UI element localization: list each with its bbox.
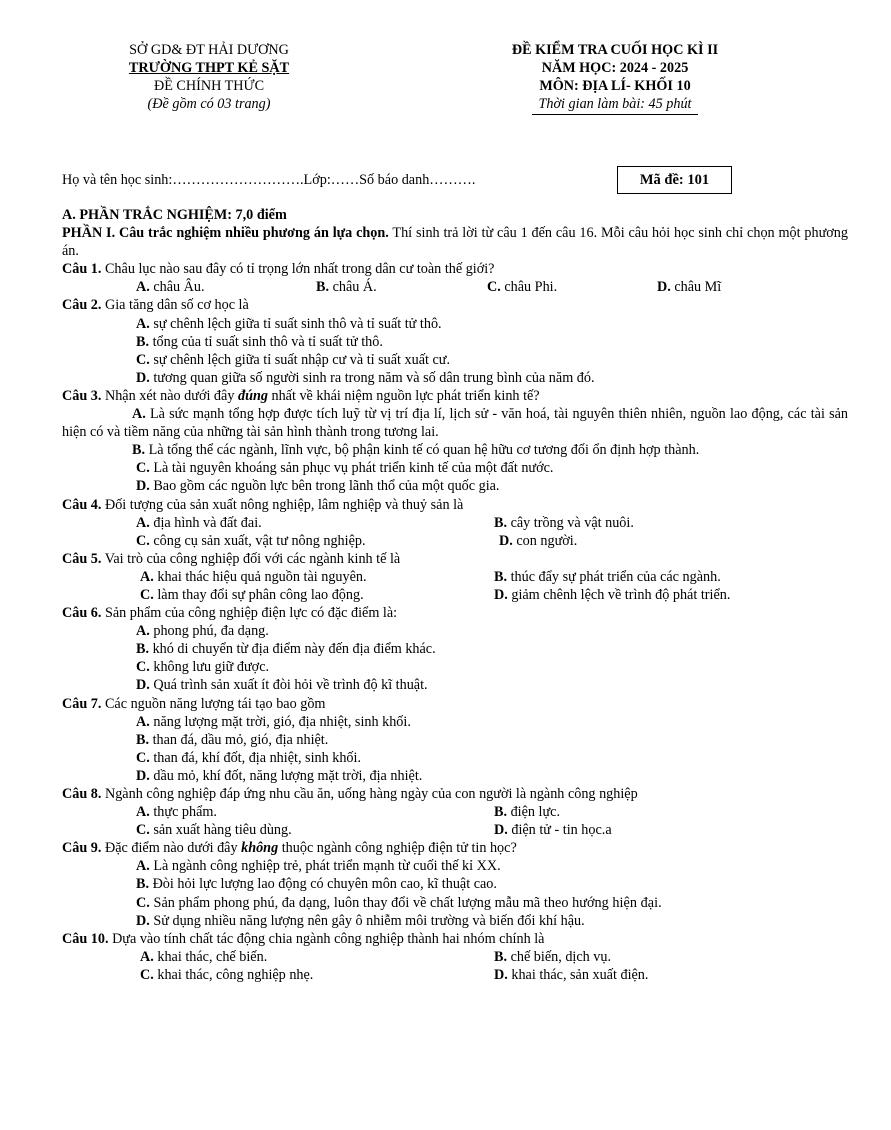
question-6: Câu 6. Sản phẩm của công nghiệp điện lực có đặc điểm là: — [62, 605, 398, 622]
q10-options-row1 — [62, 948, 848, 966]
q1-option-a: A. châu Âu. — [136, 279, 205, 296]
q5-options-row1 — [62, 568, 848, 586]
q5-option-d: D. giảm chênh lệch về trình độ phát triển. — [494, 586, 731, 603]
q6-option-b: B. khó di chuyển từ địa điểm này đến địa điểm khác. — [136, 641, 436, 658]
q7-option-b: B. than đá, dầu mỏ, gió, địa nhiệt. — [136, 731, 329, 748]
question-1-options — [62, 278, 848, 296]
subject-title: MÔN: ĐỊA LÍ- KHỐI 10 — [539, 78, 691, 95]
q1-option-d: D. châu Mĩ — [657, 279, 722, 296]
question-1-text: Châu lục nào sau đây có tỉ trọng lớn nhất trong dân cư toàn thế giới? — [101, 261, 495, 278]
q2-option-d: D. tương quan giữa số người sinh ra trong năm và số dân trung bình của năm đó. — [136, 369, 595, 386]
q5-option-c: C. làm thay đổi sự phân công lao động. — [140, 586, 364, 603]
q8-options-row1 — [62, 803, 848, 821]
section-a-title: A. PHẦN TRẮC NGHIỆM: 7,0 điểm — [62, 207, 287, 223]
q4-option-d: D. con người. — [499, 532, 578, 549]
q4-option-a: A. địa hình và đất đai. — [136, 514, 262, 531]
exam-body — [62, 206, 848, 984]
q1-option-b: B. châu Á. — [316, 279, 377, 296]
student-info-line: Họ và tên học sinh:……………………….Lớp:……Số báo danh………. — [62, 172, 476, 188]
q6-option-c: C. không lưu giữ được. — [136, 659, 270, 676]
q5-option-a: A. khai thác hiệu quả nguồn tài nguyên. — [140, 568, 367, 585]
q3-option-d: D. Bao gồm các nguồn lực bên trong lãnh thổ của một quốc gia. — [136, 478, 500, 495]
q7-option-c: C. than đá, khí đốt, địa nhiệt, sinh khối. — [136, 749, 362, 766]
question-4: Câu 4. Đối tượng của sản xuất nông nghiệp, lâm nghiệp và thuỷ sản là — [62, 496, 464, 513]
q10-option-c: C. khai thác, công nghiệp nhẹ. — [140, 966, 314, 983]
part1-title: PHẦN I. Câu trắc nghiệm nhiều phương án lựa chọn. — [62, 225, 389, 242]
q10-option-b: B. chế biến, dịch vụ. — [494, 948, 612, 965]
q8-option-a: A. thực phẩm. — [136, 804, 217, 821]
q2-option-b: B. tổng của tỉ suất sinh thô và tỉ suất tử thô. — [136, 333, 383, 350]
department-name: SỞ GD& ĐT HẢI DƯƠNG — [129, 42, 289, 58]
school-name: TRƯỜNG THPT KẺ SẶT — [128, 60, 290, 77]
q4-option-c: C. công cụ sản xuất, vật tư nông nghiệp. — [136, 532, 366, 549]
school-year: NĂM HỌC: 2024 - 2025 — [541, 60, 689, 77]
q10-option-a: A. khai thác, chế biến. — [140, 948, 268, 965]
q3-option-b: B. Là tổng thể các ngành, lĩnh vực, bộ phận kinh tế có quan hệ hữu cơ tương đối ổn định hợp thành. — [132, 442, 700, 459]
q4-option-b: B. cây trồng và vật nuôi. — [494, 514, 634, 531]
q5-options-row2 — [62, 586, 848, 604]
question-8: Câu 8. Ngành công nghiệp đáp ứng nhu cầu ăn, uống hàng ngày của con người là ngành công nghiệp — [62, 786, 638, 802]
question-1 — [62, 260, 848, 278]
q7-option-a: A. năng lượng mặt trời, gió, địa nhiệt, sinh khối. — [136, 713, 411, 730]
q2-option-a: A. sự chênh lệch giữa tỉ suất sinh thô và tỉ suất tử thô. — [136, 315, 442, 332]
q9-option-a: A. Là ngành công nghiệp trẻ, phát triển mạnh từ cuối thế kỉ XX. — [136, 858, 501, 875]
question-10: Câu 10. Dựa vào tính chất tác động chia ngành công nghiệp thành hai nhóm chính là — [62, 930, 545, 947]
page-count: (Đề gồm có 03 trang) — [147, 96, 271, 113]
q4-options-row1 — [62, 514, 848, 532]
q1-option-c: C. châu Phi. — [487, 279, 558, 296]
q8-options-row2 — [62, 821, 848, 839]
exam-code-box: Mã đề: 101 — [617, 166, 732, 194]
q6-option-d: D. Quá trình sản xuất ít đòi hỏi về trình độ kĩ thuật. — [136, 677, 428, 694]
q9-option-d: D. Sử dụng nhiều năng lượng nên gây ô nhiễm môi trường và biến đổi khí hậu. — [136, 912, 585, 929]
q3-option-a: A. Là sức mạnh tổng hợp được tích luỹ từ vị trí địa lí, lịch sử - văn hoá, tài nguyên thiên nhiên, nguồn lao động, các tài sản hiện có và tiềm năng của những tài sản hình thành trong tương lai. — [62, 406, 848, 441]
question-5: Câu 5. Vai trò của công nghiệp đối với các ngành kinh tế là — [62, 550, 401, 567]
q8-option-b: B. điện lực. — [494, 804, 561, 821]
question-2: Câu 2. Gia tăng dân số cơ học là — [62, 297, 249, 314]
q9-option-b: B. Đòi hỏi lực lượng lao động có chuyên môn cao, kĩ thuật cao. — [136, 876, 497, 893]
q10-options-row2 — [62, 966, 848, 984]
q2-option-c: C. sự chênh lệch giữa tỉ suất nhập cư và tỉ suất xuất cư. — [136, 351, 451, 368]
part1-header — [62, 224, 848, 260]
part1-instruction: Thí sinh trả lời từ câu 1 đến câu 16. Mỗi câu hỏi học sinh chỉ chọn một phương án. — [62, 225, 848, 260]
q4-options-row2 — [62, 532, 848, 550]
q8-option-d: D. điện tử - tin học.a — [494, 822, 612, 839]
header-right — [462, 41, 768, 115]
question-3: Câu 3. Nhận xét nào dưới đây đúng nhất về khái niệm nguồn lực phát triển kinh tế? — [62, 387, 540, 404]
question-1-label: Câu 1. — [62, 261, 102, 278]
q7-option-d: D. dầu mỏ, khí đốt, năng lượng mặt trời, địa nhiệt. — [136, 767, 423, 784]
exam-title: ĐỀ KIỂM TRA CUỐI HỌC KÌ II — [511, 42, 719, 58]
question-9: Câu 9. Đặc điểm nào dưới đây không thuộc ngành công nghiệp điện tử tin học? — [62, 840, 517, 857]
q8-option-c: C. sản xuất hàng tiêu dùng. — [136, 822, 292, 839]
q3-option-c: C. Là tài nguyên khoáng sản phục vụ phát triển kinh tế của một đất nước. — [136, 460, 554, 477]
q9-option-c: C. Sản phẩm phong phú, đa dạng, luôn thay đổi về chất lượng mẫu mã theo hướng hiện đại. — [136, 894, 662, 911]
exam-duration: Thời gian làm bài: 45 phút — [532, 95, 697, 115]
header-left — [96, 41, 322, 113]
q10-option-d: D. khai thác, sản xuất điện. — [494, 966, 649, 983]
q6-option-a: A. phong phú, đa dạng. — [136, 623, 269, 640]
q5-option-b: B. thúc đẩy sự phát triển của các ngành. — [494, 568, 721, 585]
question-7: Câu 7. Các nguồn năng lượng tái tạo bao gồm — [62, 695, 326, 712]
official-label: ĐỀ CHÍNH THỨC — [153, 78, 265, 95]
